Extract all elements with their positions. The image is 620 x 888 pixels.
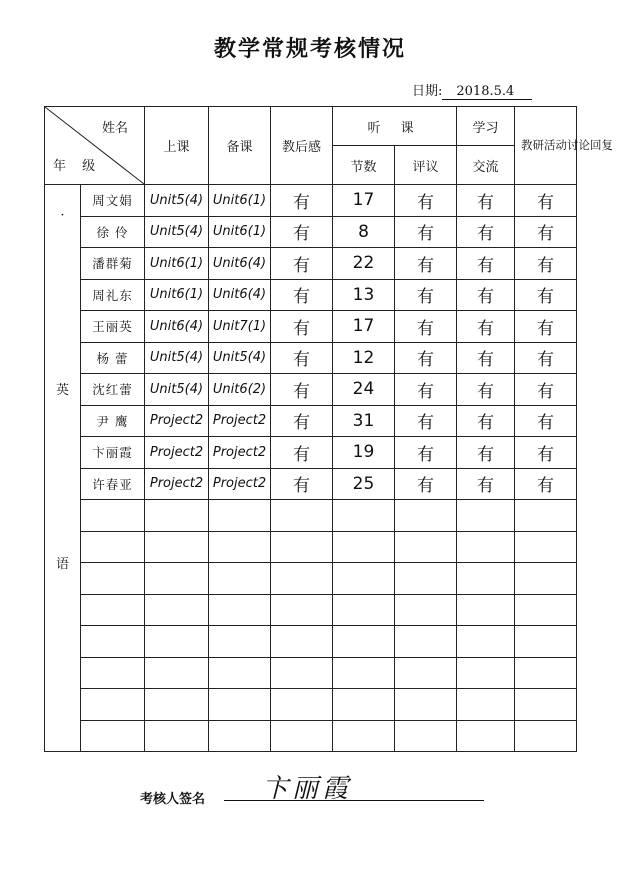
prep-lesson-cell: Unit6(4) — [209, 279, 271, 311]
observe-comment-cell — [395, 626, 457, 658]
subject-dot: · — [60, 208, 65, 223]
observe-count-cell: 13 — [333, 279, 395, 311]
reflection-mark-cell: 有 — [271, 311, 333, 343]
header-grade: 年 级 — [53, 159, 102, 174]
study-exchange-cell: 有 — [457, 374, 515, 406]
study-exchange-cell: 有 — [457, 468, 515, 500]
observe-count-cell: 12 — [333, 342, 395, 374]
signature-handwriting: 卞丽霞 — [262, 774, 353, 804]
table-row — [45, 531, 577, 563]
header-observe-count: 节数 — [333, 146, 395, 185]
prep-lesson-cell: Unit6(2) — [209, 374, 271, 406]
reflection-mark-cell — [271, 594, 333, 626]
teacher-name-cell: 尹 鹰 — [81, 405, 145, 437]
reflection-mark-cell — [271, 626, 333, 658]
reflection-mark-cell: 有 — [271, 279, 333, 311]
class-lesson-cell — [145, 720, 209, 752]
teacher-name-cell: 卞丽霞 — [81, 437, 145, 469]
teacher-name-cell: 徐 伶 — [81, 216, 145, 248]
observe-comment-cell — [395, 689, 457, 721]
table-row — [45, 657, 577, 689]
teacher-name-cell — [81, 500, 145, 532]
class-lesson-cell — [145, 563, 209, 595]
study-exchange-cell: 有 — [457, 248, 515, 280]
reflection-mark-cell: 有 — [271, 248, 333, 280]
observe-count-cell — [333, 531, 395, 563]
research-reply-cell: 有 — [515, 342, 577, 374]
research-reply-cell — [515, 500, 577, 532]
date-value: 2018.5.4 — [442, 84, 532, 100]
research-reply-cell: 有 — [515, 405, 577, 437]
observe-count-cell: 17 — [333, 185, 395, 217]
teacher-name-cell — [81, 563, 145, 595]
class-lesson-cell: Project2 — [145, 405, 209, 437]
research-reply-cell — [515, 689, 577, 721]
class-lesson-cell — [145, 500, 209, 532]
table-row — [45, 500, 577, 532]
teacher-name-cell — [81, 720, 145, 752]
research-reply-cell — [515, 594, 577, 626]
subject-char-2: 语 — [55, 557, 69, 573]
observe-count-cell — [333, 657, 395, 689]
study-exchange-cell: 有 — [457, 311, 515, 343]
class-lesson-cell: Unit5(4) — [145, 374, 209, 406]
observe-comment-cell: 有 — [395, 311, 457, 343]
reflection-mark-cell — [271, 563, 333, 595]
observe-comment-cell: 有 — [395, 374, 457, 406]
teacher-name-cell: 沈红蕾 — [81, 374, 145, 406]
table-row — [45, 720, 577, 752]
observe-comment-cell: 有 — [395, 216, 457, 248]
research-reply-cell — [515, 657, 577, 689]
reflection-mark-cell: 有 — [271, 216, 333, 248]
observe-comment-cell — [395, 720, 457, 752]
header-research: 教研活动讨论回复 — [515, 107, 577, 185]
observe-comment-cell — [395, 594, 457, 626]
prep-lesson-cell: Unit7(1) — [209, 311, 271, 343]
prep-lesson-cell: Unit6(1) — [209, 216, 271, 248]
reflection-mark-cell: 有 — [271, 374, 333, 406]
study-exchange-cell: 有 — [457, 279, 515, 311]
observe-count-cell — [333, 626, 395, 658]
prep-lesson-cell — [209, 594, 271, 626]
study-exchange-cell — [457, 689, 515, 721]
research-reply-cell: 有 — [515, 468, 577, 500]
date-label: 日期: — [412, 84, 443, 99]
reflection-mark-cell — [271, 657, 333, 689]
observe-comment-cell — [395, 531, 457, 563]
research-reply-cell: 有 — [515, 437, 577, 469]
research-reply-cell: 有 — [515, 311, 577, 343]
research-reply-cell: 有 — [515, 216, 577, 248]
observe-count-cell: 19 — [333, 437, 395, 469]
observe-comment-cell: 有 — [395, 279, 457, 311]
observe-comment-cell: 有 — [395, 342, 457, 374]
table-row — [45, 311, 577, 343]
observe-count-cell — [333, 594, 395, 626]
table-row — [45, 374, 577, 406]
teacher-name-cell — [81, 657, 145, 689]
class-lesson-cell: Project2 — [145, 468, 209, 500]
table-row — [45, 594, 577, 626]
teacher-name-cell: 潘群菊 — [81, 248, 145, 280]
observe-count-cell — [333, 563, 395, 595]
table-row — [45, 626, 577, 658]
observe-count-cell: 17 — [333, 311, 395, 343]
observe-comment-cell: 有 — [395, 405, 457, 437]
header-observe-comment: 评议 — [395, 146, 457, 185]
study-exchange-cell — [457, 563, 515, 595]
prep-lesson-cell: Unit6(4) — [209, 248, 271, 280]
prep-lesson-cell — [209, 720, 271, 752]
teacher-name-cell: 周文娟 — [81, 185, 145, 217]
class-lesson-cell: Project2 — [145, 437, 209, 469]
class-lesson-cell — [145, 657, 209, 689]
study-exchange-cell — [457, 626, 515, 658]
study-exchange-cell — [457, 531, 515, 563]
study-exchange-cell: 有 — [457, 342, 515, 374]
observe-comment-cell — [395, 657, 457, 689]
teacher-name-cell: 许春亚 — [81, 468, 145, 500]
study-exchange-cell: 有 — [457, 216, 515, 248]
table-row — [45, 185, 577, 217]
observe-comment-cell — [395, 563, 457, 595]
class-lesson-cell: Unit6(1) — [145, 279, 209, 311]
observe-comment-cell: 有 — [395, 468, 457, 500]
observe-count-cell: 8 — [333, 216, 395, 248]
table-row — [45, 279, 577, 311]
reflection-mark-cell — [271, 500, 333, 532]
table-row — [45, 405, 577, 437]
class-lesson-cell: Unit5(4) — [145, 342, 209, 374]
header-prep: 备课 — [209, 107, 271, 185]
observe-comment-cell: 有 — [395, 248, 457, 280]
research-reply-cell: 有 — [515, 248, 577, 280]
research-reply-cell — [515, 626, 577, 658]
reflection-mark-cell: 有 — [271, 342, 333, 374]
table-row — [45, 437, 577, 469]
class-lesson-cell — [145, 531, 209, 563]
date-field — [412, 80, 532, 100]
table-row — [45, 468, 577, 500]
table-row — [45, 216, 577, 248]
observe-count-cell — [333, 720, 395, 752]
prep-lesson-cell: Project2 — [209, 437, 271, 469]
teacher-name-cell: 周礼东 — [81, 279, 145, 311]
reflection-mark-cell: 有 — [271, 405, 333, 437]
observe-count-cell — [333, 500, 395, 532]
research-reply-cell: 有 — [515, 374, 577, 406]
prep-lesson-cell — [209, 531, 271, 563]
observe-count-cell — [333, 689, 395, 721]
subject-cell — [45, 185, 81, 752]
research-reply-cell — [515, 720, 577, 752]
header-observe: 听 课 — [333, 107, 457, 146]
prep-lesson-cell — [209, 657, 271, 689]
reflection-mark-cell — [271, 531, 333, 563]
class-lesson-cell: Unit5(4) — [145, 216, 209, 248]
study-exchange-cell: 有 — [457, 437, 515, 469]
class-lesson-cell — [145, 689, 209, 721]
page-title: 教学常规考核情况 — [213, 36, 406, 62]
study-exchange-cell — [457, 500, 515, 532]
study-exchange-cell — [457, 720, 515, 752]
class-lesson-cell: Unit6(1) — [145, 248, 209, 280]
header-study: 学习 — [457, 107, 515, 146]
reflection-mark-cell: 有 — [271, 437, 333, 469]
reflection-mark-cell — [271, 720, 333, 752]
observe-comment-cell: 有 — [395, 437, 457, 469]
header-name: 姓名 — [101, 121, 128, 136]
prep-lesson-cell: Project2 — [209, 405, 271, 437]
observe-count-cell: 31 — [333, 405, 395, 437]
class-lesson-cell: Unit6(4) — [145, 311, 209, 343]
research-reply-cell: 有 — [515, 185, 577, 217]
observe-count-cell: 25 — [333, 468, 395, 500]
observe-count-cell: 22 — [333, 248, 395, 280]
reflection-mark-cell: 有 — [271, 185, 333, 217]
teacher-name-cell — [81, 531, 145, 563]
prep-lesson-cell — [209, 563, 271, 595]
class-lesson-cell: Unit5(4) — [145, 185, 209, 217]
study-exchange-cell — [457, 594, 515, 626]
signature-label: 考核人签名 — [140, 792, 206, 807]
observe-comment-cell: 有 — [395, 185, 457, 217]
research-reply-cell — [515, 531, 577, 563]
header-name-grade-cell — [45, 107, 145, 185]
reflection-mark-cell: 有 — [271, 468, 333, 500]
table-row — [45, 563, 577, 595]
prep-lesson-cell: Unit6(1) — [209, 185, 271, 217]
inspection-table — [44, 106, 614, 752]
header-reflection: 教后感 — [271, 107, 333, 185]
teacher-name-cell — [81, 594, 145, 626]
research-reply-cell: 有 — [515, 279, 577, 311]
table-row — [45, 689, 577, 721]
prep-lesson-cell: Project2 — [209, 468, 271, 500]
table-row — [45, 342, 577, 374]
research-reply-cell — [515, 563, 577, 595]
teacher-name-cell — [81, 626, 145, 658]
class-lesson-cell — [145, 626, 209, 658]
study-exchange-cell: 有 — [457, 405, 515, 437]
teacher-name-cell — [81, 689, 145, 721]
header-study-exchange: 交流 — [457, 146, 515, 185]
prep-lesson-cell: Unit5(4) — [209, 342, 271, 374]
prep-lesson-cell — [209, 500, 271, 532]
observe-comment-cell — [395, 500, 457, 532]
header-class: 上课 — [145, 107, 209, 185]
study-exchange-cell — [457, 657, 515, 689]
study-exchange-cell: 有 — [457, 185, 515, 217]
observe-count-cell: 24 — [333, 374, 395, 406]
teacher-name-cell: 杨 蕾 — [81, 342, 145, 374]
table-row — [45, 248, 577, 280]
prep-lesson-cell — [209, 626, 271, 658]
prep-lesson-cell — [209, 689, 271, 721]
class-lesson-cell — [145, 594, 209, 626]
reflection-mark-cell — [271, 689, 333, 721]
teacher-name-cell: 王丽英 — [81, 311, 145, 343]
subject-char-1: 英 — [55, 382, 69, 398]
